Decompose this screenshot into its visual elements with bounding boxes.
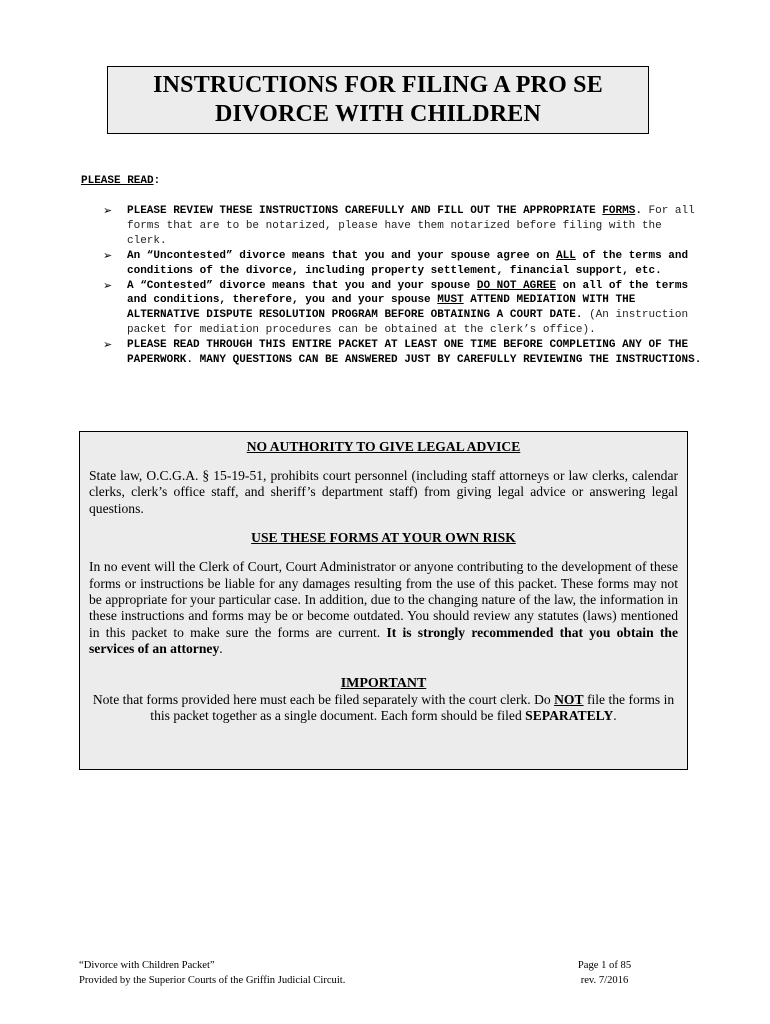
bullet-3-must: MUST bbox=[437, 294, 464, 307]
bullet-4-text: PLEASE READ THROUGH THIS ENTIRE PACKET AT LEAST ONE TIME BEFORE COMPLETING ANY OF THE PAPERWORK. MANY QUESTIONS CAN BE ANSWERED JUST BY CAREFULLY REVIEWING THE INSTRUCTIONS. bbox=[127, 339, 702, 367]
please-read-colon: : bbox=[153, 175, 161, 187]
title-line-1: INSTRUCTIONS FOR FILING A PRO SE bbox=[153, 72, 603, 98]
title-box bbox=[107, 66, 649, 134]
instruction-list bbox=[103, 204, 703, 368]
bullet-3-text-a: A “Contested” divorce means that you and your spouse bbox=[127, 279, 477, 292]
bullet-1-period: . bbox=[635, 205, 642, 217]
title-line-2: DIVORCE WITH CHILDREN bbox=[215, 101, 541, 127]
list-item bbox=[103, 249, 703, 279]
bullet-3-do-not-agree: DO NOT AGREE bbox=[476, 279, 557, 292]
footer-provider: Provided by the Superior Courts of the Griffin Judicial Circuit. bbox=[79, 975, 346, 986]
arrow-bullet-icon: ➢ bbox=[103, 338, 113, 352]
own-risk-paragraph bbox=[89, 559, 678, 657]
arrow-bullet-icon: ➢ bbox=[103, 278, 113, 292]
own-risk-recommendation: It is strongly recommended that you obtain the services of an attorney bbox=[89, 624, 678, 657]
own-risk-text: In no event will the Clerk of Court, Court Administrator or anyone contributing to the development of these forms or instructions be liable for any damages resulting from the use of this packet. These forms may not be appropriate for your particular case. In addition, due to the changing nature of the law, the information in these instructions and forms may be or become outdated. You should review any statutes (laws) mentioned in this packet to make sure the forms are current. bbox=[89, 559, 678, 640]
list-item bbox=[103, 338, 703, 368]
footer-packet-name: “Divorce with Children Packet” bbox=[79, 960, 215, 971]
arrow-bullet-icon: ➢ bbox=[103, 248, 113, 262]
list-item bbox=[103, 204, 703, 249]
bullet-1-forms: FORMS bbox=[602, 205, 636, 217]
important-not: NOT bbox=[554, 691, 584, 707]
bullet-3-normal: (An instruction packet for mediation procedures can be obtained at the clerk’s office). bbox=[127, 309, 689, 337]
please-read-label bbox=[81, 175, 160, 187]
footer-left bbox=[79, 958, 345, 988]
bullet-2-text-a: An “Uncontested” divorce means that you and your spouse agree on bbox=[127, 249, 557, 262]
important-separately: SEPARATELY bbox=[525, 707, 614, 723]
bullet-2-all: ALL bbox=[556, 249, 576, 262]
important-heading: IMPORTANT bbox=[340, 675, 427, 691]
important-text-b: file the forms in this packet together as a single document. Each form should be filed bbox=[150, 691, 675, 723]
arrow-bullet-icon: ➢ bbox=[103, 204, 113, 217]
own-risk-heading: USE THESE FORMS AT YOUR OWN RISK bbox=[251, 530, 516, 546]
bullet-1-bold: PLEASE REVIEW THESE INSTRUCTIONS CAREFULLY AND FILL OUT THE APPROPRIATE bbox=[127, 205, 596, 217]
bullet-3-text-b: on all of the terms and conditions, therefore, you and your spouse bbox=[127, 279, 689, 307]
bullet-2-text-b: of the terms and conditions of the divorce, including property settlement, financial support, etc. bbox=[127, 249, 689, 277]
please-read-text: PLEASE READ bbox=[81, 175, 154, 187]
own-risk-end: . bbox=[219, 641, 223, 657]
important-text-a: Note that forms provided here must each be filed separately with the court clerk. Do bbox=[92, 691, 555, 707]
legal-notice-box bbox=[79, 431, 688, 770]
important-paragraph bbox=[89, 692, 678, 724]
footer-page-number: Page 1 of 85 bbox=[577, 960, 632, 971]
bullet-1-normal: For all forms that are to be notarized, please have them notarized before filing with the clerk. bbox=[127, 205, 695, 247]
no-authority-paragraph: State law, O.C.G.A. § 15-19-51, prohibits court personnel (including staff attorneys or law clerks, calendar clerks, clerk’s office staff, and sheriff’s department staff) from giving legal advice or answering legal questions. bbox=[89, 468, 678, 516]
bullet-3-text-c: ATTEND MEDIATION WITH THE ALTERNATIVE DISPUTE RESOLUTION PROGRAM BEFORE OBTAINING A COURT DATE. bbox=[127, 294, 636, 322]
list-item bbox=[103, 279, 703, 339]
footer-revision: rev. 7/2016 bbox=[580, 975, 629, 986]
footer-right bbox=[567, 958, 642, 988]
important-end: . bbox=[613, 707, 617, 723]
no-authority-heading: NO AUTHORITY TO GIVE LEGAL ADVICE bbox=[246, 439, 521, 454]
